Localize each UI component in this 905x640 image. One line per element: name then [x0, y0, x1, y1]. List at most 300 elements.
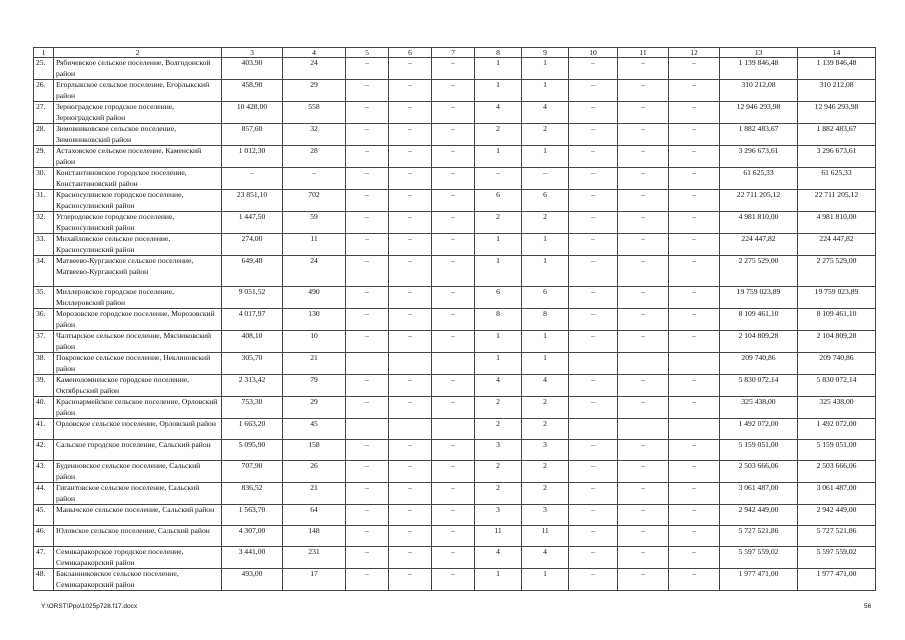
cell-c10: – [569, 256, 618, 287]
column-header: 14 [798, 48, 876, 58]
cell-c8: 6 [475, 287, 522, 309]
row-number: 37. [34, 331, 54, 353]
cell-c5: – [346, 287, 389, 309]
row-number: 35. [34, 287, 54, 309]
cell-c8: 2 [475, 483, 522, 505]
cell-c4: 21 [283, 483, 346, 505]
cell-c8: 4 [475, 375, 522, 397]
cell-c4: 158 [283, 440, 346, 461]
settlement-name: Зерноградское городское поселение, Зерноградский район [54, 102, 222, 124]
cell-c3: 857,60 [222, 124, 283, 146]
cell-c12: – [669, 461, 720, 483]
cell-c8: 2 [475, 212, 522, 234]
cell-c11: – [618, 569, 669, 591]
cell-c13: 1 977 471,00 [720, 569, 798, 591]
cell-c8: 1 [475, 569, 522, 591]
cell-c9: 2 [522, 397, 569, 419]
cell-c13: 1 139 846,48 [720, 58, 798, 80]
cell-c6: – [389, 547, 432, 569]
cell-c13: 2 275 529,00 [720, 256, 798, 287]
cell-c11: – [618, 331, 669, 353]
cell-c7: – [432, 569, 475, 591]
cell-c13: 5 727 521,86 [720, 526, 798, 547]
cell-c6: – [389, 256, 432, 287]
cell-c12 [669, 419, 720, 440]
cell-c14: 5 830 072,14 [798, 375, 876, 397]
cell-c9: 2 [522, 419, 569, 440]
cell-c8: 4 [475, 547, 522, 569]
cell-c9: 1 [522, 331, 569, 353]
cell-c13: 4 981 810,00 [720, 212, 798, 234]
settlement-name: Красносулинское городское поселение, Красносулинский район [54, 190, 222, 212]
cell-c12: – [669, 168, 720, 190]
cell-c8: 1 [475, 331, 522, 353]
cell-c8: 3 [475, 440, 522, 461]
cell-c3: 305,70 [222, 353, 283, 375]
cell-c10: – [569, 569, 618, 591]
cell-c5: – [346, 146, 389, 168]
cell-c7: – [432, 146, 475, 168]
cell-c7: – [432, 256, 475, 287]
cell-c6: – [389, 440, 432, 461]
cell-c3: – [222, 168, 283, 190]
cell-c5: – [346, 569, 389, 591]
cell-c7: – [432, 190, 475, 212]
table-row [34, 331, 876, 353]
cell-c4: 45 [283, 419, 346, 440]
cell-c7: – [432, 309, 475, 331]
cell-c13: 1 882 483,67 [720, 124, 798, 146]
cell-c11: – [618, 124, 669, 146]
table-row [34, 353, 876, 375]
cell-c11 [618, 353, 669, 375]
cell-c12: – [669, 375, 720, 397]
cell-c10: – [569, 146, 618, 168]
cell-c8: 1 [475, 234, 522, 256]
cell-c10: – [569, 102, 618, 124]
cell-c5: – [346, 212, 389, 234]
row-number: 44. [34, 483, 54, 505]
cell-c5: – [346, 505, 389, 526]
cell-c14: 209 740,86 [798, 353, 876, 375]
cell-c6: – [389, 461, 432, 483]
cell-c7 [432, 353, 475, 375]
cell-c12: – [669, 505, 720, 526]
cell-c7: – [432, 505, 475, 526]
cell-c14: 1 977 471,00 [798, 569, 876, 591]
table-header-row [34, 48, 876, 58]
cell-c9: 11 [522, 526, 569, 547]
document-sheet [33, 47, 876, 591]
cell-c14: 3 061 487,00 [798, 483, 876, 505]
cell-c14: 1 492 072,00 [798, 419, 876, 440]
cell-c8: 1 [475, 58, 522, 80]
cell-c12: – [669, 397, 720, 419]
settlement-name: Углеродовское городское поселение, Красносулинский район [54, 212, 222, 234]
cell-c5: – [346, 58, 389, 80]
cell-c3: 836,52 [222, 483, 283, 505]
cell-c4: 10 [283, 331, 346, 353]
cell-c3: 3 441,00 [222, 547, 283, 569]
cell-c3: 408,10 [222, 331, 283, 353]
row-number: 39. [34, 375, 54, 397]
cell-c7: – [432, 331, 475, 353]
cell-c10: – [569, 80, 618, 102]
cell-c14: 325 438,00 [798, 397, 876, 419]
table-row [34, 397, 876, 419]
settlement-name: Буденновское сельское поселение, Сальский район [54, 461, 222, 483]
cell-c7: – [432, 212, 475, 234]
settlement-name: Матвеево-Курганское сельское поселение, Матвеево-Курганский район [54, 256, 222, 287]
cell-c3: 10 428,00 [222, 102, 283, 124]
cell-c7: – [432, 102, 475, 124]
row-number: 40. [34, 397, 54, 419]
cell-c9: 4 [522, 547, 569, 569]
table-row [34, 526, 876, 547]
cell-c4: 11 [283, 234, 346, 256]
row-number: 47. [34, 547, 54, 569]
cell-c8: 2 [475, 461, 522, 483]
cell-c11: – [618, 397, 669, 419]
cell-c4: 21 [283, 353, 346, 375]
cell-c12: – [669, 124, 720, 146]
cell-c10 [569, 419, 618, 440]
cell-c7: – [432, 440, 475, 461]
table-row [34, 461, 876, 483]
cell-c6: – [389, 124, 432, 146]
cell-c9: 1 [522, 256, 569, 287]
cell-c10: – [569, 309, 618, 331]
cell-c5 [346, 419, 389, 440]
cell-c11: – [618, 146, 669, 168]
row-number: 42. [34, 440, 54, 461]
cell-c13: 224 447,82 [720, 234, 798, 256]
cell-c11: – [618, 256, 669, 287]
cell-c6: – [389, 483, 432, 505]
settlement-name: Сальское городское поселение, Сальский район [54, 440, 222, 461]
cell-c14: 19 759 023,89 [798, 287, 876, 309]
cell-c9: 1 [522, 353, 569, 375]
cell-c13: 3 061 487,00 [720, 483, 798, 505]
cell-c14: 5 727 521,86 [798, 526, 876, 547]
cell-c14: 2 503 666,06 [798, 461, 876, 483]
cell-c5: – [346, 440, 389, 461]
settlement-name: Бакланниковское сельское поселение, Семикаракорский район [54, 569, 222, 591]
cell-c7: – [432, 234, 475, 256]
cell-c9: 6 [522, 287, 569, 309]
cell-c9: 6 [522, 190, 569, 212]
cell-c3: 5 095,90 [222, 440, 283, 461]
cell-c8: 2 [475, 124, 522, 146]
row-number: 31. [34, 190, 54, 212]
cell-c9: 1 [522, 234, 569, 256]
cell-c14: 8 109 461,10 [798, 309, 876, 331]
cell-c3: 753,30 [222, 397, 283, 419]
cell-c11: – [618, 375, 669, 397]
cell-c5: – [346, 256, 389, 287]
cell-c14: 224 447,82 [798, 234, 876, 256]
cell-c5: – [346, 375, 389, 397]
column-header: 11 [618, 48, 669, 58]
cell-c4: 24 [283, 256, 346, 287]
cell-c10: – [569, 397, 618, 419]
settlement-name: Зимовниковское сельское поселение, Зимовниковский район [54, 124, 222, 146]
cell-c7 [432, 419, 475, 440]
cell-c9: 1 [522, 80, 569, 102]
cell-c13: 209 740,86 [720, 353, 798, 375]
table-row [34, 80, 876, 102]
cell-c8: 1 [475, 80, 522, 102]
cell-c7: – [432, 483, 475, 505]
cell-c8: – [475, 168, 522, 190]
row-number: 33. [34, 234, 54, 256]
cell-c13: 325 438,00 [720, 397, 798, 419]
cell-c6: – [389, 102, 432, 124]
cell-c12: – [669, 569, 720, 591]
cell-c11: – [618, 234, 669, 256]
row-number: 41. [34, 419, 54, 440]
row-number: 46. [34, 526, 54, 547]
cell-c8: 1 [475, 256, 522, 287]
cell-c14: 2 942 449,00 [798, 505, 876, 526]
cell-c12: – [669, 526, 720, 547]
cell-c14: 2 275 529,00 [798, 256, 876, 287]
cell-c9: 1 [522, 569, 569, 591]
cell-c14: 310 212,08 [798, 80, 876, 102]
cell-c4: 29 [283, 397, 346, 419]
table-row [34, 483, 876, 505]
cell-c8: 1 [475, 146, 522, 168]
cell-c9: 4 [522, 102, 569, 124]
cell-c10: – [569, 287, 618, 309]
cell-c7: – [432, 168, 475, 190]
cell-c10: – [569, 168, 618, 190]
table-row [34, 102, 876, 124]
cell-c10: – [569, 483, 618, 505]
cell-c12: – [669, 440, 720, 461]
cell-c5: – [346, 397, 389, 419]
settlement-name: Рябичевское сельское поселение, Волгодонской район [54, 58, 222, 80]
cell-c3: 1 563,70 [222, 505, 283, 526]
cell-c13: 8 109 461,10 [720, 309, 798, 331]
cell-c11 [618, 419, 669, 440]
cell-c12 [669, 353, 720, 375]
row-number: 48. [34, 569, 54, 591]
cell-c3: 1 447,50 [222, 212, 283, 234]
cell-c13: 5 597 559,02 [720, 547, 798, 569]
cell-c10: – [569, 331, 618, 353]
settlement-name: Юловское сельское поселение, Сальский район [54, 526, 222, 547]
cell-c3: 23 851,10 [222, 190, 283, 212]
column-header: 8 [475, 48, 522, 58]
cell-c5 [346, 353, 389, 375]
cell-c4: 490 [283, 287, 346, 309]
cell-c6: – [389, 331, 432, 353]
cell-c5: – [346, 526, 389, 547]
cell-c12: – [669, 80, 720, 102]
cell-c6: – [389, 146, 432, 168]
cell-c10: – [569, 190, 618, 212]
cell-c6: – [389, 287, 432, 309]
cell-c11: – [618, 483, 669, 505]
settlement-name: Орловское сельское поселение, Орловский район [54, 419, 222, 440]
cell-c5: – [346, 168, 389, 190]
cell-c5: – [346, 483, 389, 505]
cell-c11: – [618, 505, 669, 526]
row-number: 28. [34, 124, 54, 146]
cell-c13: 61 625,33 [720, 168, 798, 190]
table-body [34, 58, 876, 591]
cell-c11: – [618, 526, 669, 547]
cell-c10 [569, 353, 618, 375]
row-number: 29. [34, 146, 54, 168]
settlement-name: Гигантовское сельское поселение, Сальский район [54, 483, 222, 505]
cell-c3: 9 051,52 [222, 287, 283, 309]
column-header: 13 [720, 48, 798, 58]
cell-c7: – [432, 526, 475, 547]
column-header: 5 [346, 48, 389, 58]
cell-c14: 61 625,33 [798, 168, 876, 190]
cell-c11: – [618, 212, 669, 234]
footer-file-path: Y:\ORST\Ppo\1025p728.f17.docx [41, 603, 138, 610]
cell-c14: 3 296 673,61 [798, 146, 876, 168]
cell-c13: 2 104 809,28 [720, 331, 798, 353]
cell-c11: – [618, 440, 669, 461]
cell-c7: – [432, 397, 475, 419]
cell-c9: 3 [522, 505, 569, 526]
cell-c10: – [569, 461, 618, 483]
cell-c10: – [569, 547, 618, 569]
cell-c6: – [389, 190, 432, 212]
cell-c12: – [669, 547, 720, 569]
cell-c3: 274,00 [222, 234, 283, 256]
footer-page-number: 56 [864, 603, 872, 610]
cell-c11: – [618, 102, 669, 124]
cell-c6: – [389, 375, 432, 397]
cell-c7: – [432, 375, 475, 397]
cell-c8: 11 [475, 526, 522, 547]
cell-c4: 59 [283, 212, 346, 234]
cell-c4: – [283, 168, 346, 190]
cell-c13: 2 942 449,00 [720, 505, 798, 526]
cell-c4: 702 [283, 190, 346, 212]
cell-c10: – [569, 375, 618, 397]
cell-c10: – [569, 234, 618, 256]
cell-c9: 8 [522, 309, 569, 331]
column-header: 2 [54, 48, 222, 58]
cell-c5: – [346, 309, 389, 331]
settlement-name: Миллеровское городское поселение, Миллеровский район [54, 287, 222, 309]
cell-c14: 5 159 051,00 [798, 440, 876, 461]
cell-c13: 1 492 072,00 [720, 419, 798, 440]
cell-c5: – [346, 80, 389, 102]
cell-c3: 403,90 [222, 58, 283, 80]
cell-c5: – [346, 331, 389, 353]
cell-c13: 310 212,08 [720, 80, 798, 102]
cell-c4: 558 [283, 102, 346, 124]
cell-c8: 3 [475, 505, 522, 526]
row-number: 38. [34, 353, 54, 375]
cell-c12: – [669, 190, 720, 212]
table-row [34, 569, 876, 591]
cell-c14: 1 882 483,67 [798, 124, 876, 146]
cell-c3: 458,90 [222, 80, 283, 102]
registry-table [33, 47, 876, 591]
cell-c12: – [669, 483, 720, 505]
column-header: 9 [522, 48, 569, 58]
cell-c9: 2 [522, 212, 569, 234]
cell-c3: 493,00 [222, 569, 283, 591]
settlement-name: Егорлыкское сельское поселение, Егорлыкский район [54, 80, 222, 102]
settlement-name: Красноармейское сельское поселение, Орловский район [54, 397, 222, 419]
table-row [34, 58, 876, 80]
settlement-name: Семикаракорское городское поселение, Семикаракорский район [54, 547, 222, 569]
cell-c4: 148 [283, 526, 346, 547]
table-row [34, 375, 876, 397]
cell-c8: 2 [475, 419, 522, 440]
cell-c3: 1 663,20 [222, 419, 283, 440]
cell-c12: – [669, 287, 720, 309]
settlement-name: Покровское сельское поселение, Неклиновский район [54, 353, 222, 375]
cell-c4: 28 [283, 146, 346, 168]
cell-c6: – [389, 526, 432, 547]
cell-c5: – [346, 547, 389, 569]
settlement-name: Манычское сельское поселение, Сальский район [54, 505, 222, 526]
table-row [34, 168, 876, 190]
table-row [34, 505, 876, 526]
settlement-name: Астаховское сельское поселение, Каменский район [54, 146, 222, 168]
settlement-name: Чалтырское сельское поселение, Мясниковский район [54, 331, 222, 353]
cell-c6: – [389, 569, 432, 591]
cell-c4: 79 [283, 375, 346, 397]
row-number: 32. [34, 212, 54, 234]
cell-c9: 2 [522, 461, 569, 483]
table-row [34, 146, 876, 168]
table-row [34, 419, 876, 440]
cell-c4: 26 [283, 461, 346, 483]
cell-c11: – [618, 58, 669, 80]
cell-c8: 1 [475, 353, 522, 375]
cell-c12: – [669, 146, 720, 168]
cell-c7: – [432, 58, 475, 80]
column-header: 6 [389, 48, 432, 58]
row-number: 45. [34, 505, 54, 526]
row-number: 43. [34, 461, 54, 483]
cell-c6 [389, 419, 432, 440]
cell-c8: 4 [475, 102, 522, 124]
row-number: 25. [34, 58, 54, 80]
column-header: 12 [669, 48, 720, 58]
table-row [34, 547, 876, 569]
cell-c7: – [432, 547, 475, 569]
cell-c5: – [346, 461, 389, 483]
cell-c7: – [432, 461, 475, 483]
cell-c4: 29 [283, 80, 346, 102]
cell-c6: – [389, 309, 432, 331]
column-header: 3 [222, 48, 283, 58]
table-row [34, 256, 876, 287]
cell-c12: – [669, 102, 720, 124]
cell-c11: – [618, 461, 669, 483]
cell-c6: – [389, 397, 432, 419]
settlement-name: Михайловское сельское поселение, Красносулинский район [54, 234, 222, 256]
cell-c4: 32 [283, 124, 346, 146]
cell-c7: – [432, 287, 475, 309]
cell-c14: 22 711 205,12 [798, 190, 876, 212]
row-number: 26. [34, 80, 54, 102]
cell-c11: – [618, 309, 669, 331]
settlement-name: Каменоломненское городское поселение, Октябрьский район [54, 375, 222, 397]
